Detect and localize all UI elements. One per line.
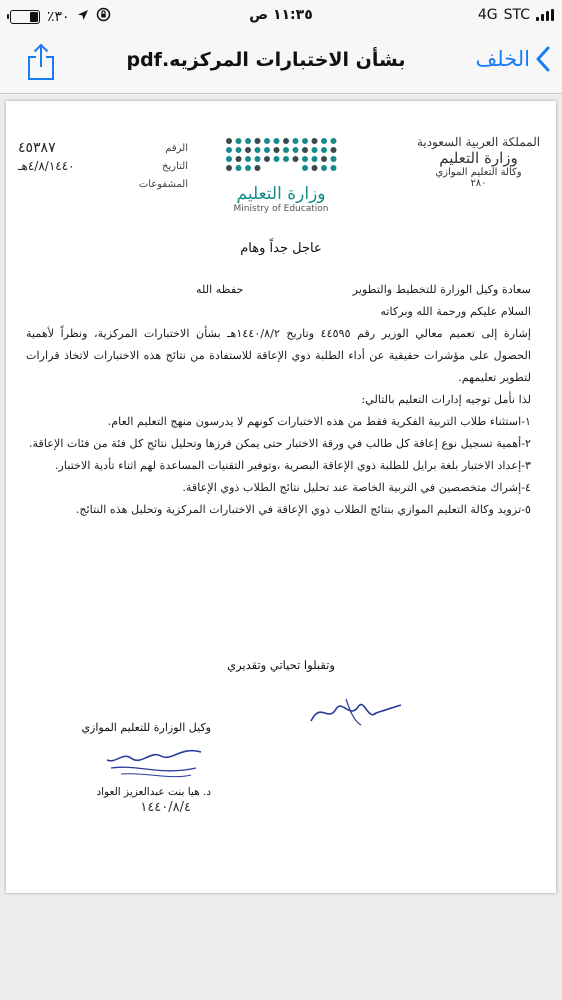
logo-dot <box>274 147 280 153</box>
logo-dot <box>321 156 327 162</box>
ministry-name: وزارة التعليم <box>439 149 518 167</box>
attachments-label: المشفوعات <box>138 178 188 190</box>
logo-dot <box>331 138 337 144</box>
signer-name: د. هيا بنت عبدالعزيز العواد <box>96 786 211 798</box>
urgent-heading: عاجل جداً وهام <box>240 241 322 256</box>
list-item: ٣-إعداد الاختبار بلغة برايل للطلبة ذوي الإعاقة البصرية ،وتوفير التقنيات المساعدة لهم اثناء تأدية الاختبار. <box>54 459 531 472</box>
ministry-logo <box>221 135 341 225</box>
logo-dot <box>302 165 308 171</box>
logo-dot <box>293 147 299 153</box>
letter-body <box>26 279 531 521</box>
kingdom-name: المملكة العربية السعودية <box>416 135 541 149</box>
logo-dot <box>236 147 242 153</box>
chevron-left-icon <box>536 46 550 72</box>
logo-dot <box>264 156 270 162</box>
logo-arabic-text: وزارة التعليم <box>236 184 326 204</box>
logo-dot <box>226 165 232 171</box>
agency-name: وكالة التعليم الموازي <box>435 167 522 178</box>
logo-dot <box>236 138 242 144</box>
logo-dot <box>245 156 251 162</box>
addressee-row <box>26 279 531 301</box>
battery-percent: ٪٣٠ <box>47 8 70 25</box>
pdf-page <box>6 101 556 893</box>
list-item: ١-استثناء طلاب التربية الفكرية فقط من هذه الاختبارات كونهم لا يدرسون منهج التعليم العام. <box>107 415 531 428</box>
directive-intro: لذا نأمل توجيه إدارات التعليم بالتالي: <box>361 393 531 406</box>
logo-dot <box>302 138 308 144</box>
logo-dot <box>264 147 270 153</box>
logo-dot <box>226 147 232 153</box>
logo-dot <box>331 165 337 171</box>
letter-meta <box>18 139 188 193</box>
reference-code: ٢٨٠ <box>470 178 487 189</box>
back-button[interactable] <box>476 46 550 72</box>
list-item: ٥-تزويد وكالة التعليم الموازي بنتائج الطلاب ذوي الإعاقة في الاختبارات المركزية وتحليل هذه النتائج. <box>75 503 531 516</box>
logo-dot <box>274 138 280 144</box>
share-button[interactable] <box>24 42 58 82</box>
logo-dot <box>283 147 289 153</box>
ministry-logo-icon <box>221 135 341 177</box>
logo-dot <box>312 156 318 162</box>
document-title: بشأن الاختبارات المركزيه.pdf <box>126 49 406 71</box>
logo-dot <box>264 138 270 144</box>
date-value: ٤/٨/١٤٤٠هـ <box>18 159 75 173</box>
logo-dot <box>255 138 261 144</box>
status-right <box>478 7 554 23</box>
logo-dot <box>255 165 261 171</box>
logo-dot <box>226 156 232 162</box>
attachments-row <box>18 175 188 193</box>
signal-icon <box>536 9 554 21</box>
logo-dot <box>302 147 308 153</box>
status-bar <box>0 0 562 32</box>
logo-dot <box>331 156 337 162</box>
signature-block <box>31 721 211 815</box>
share-icon <box>24 42 58 82</box>
logo-dot <box>236 156 242 162</box>
logo-dot <box>245 138 251 144</box>
logo-dot <box>245 165 251 171</box>
back-label: الخلف <box>475 47 530 71</box>
initials-signature <box>306 691 406 731</box>
handwritten-date: ١٤٤٠/٨/٤ <box>140 800 191 815</box>
signature <box>101 742 211 782</box>
status-time: ١١:٣٥ ص <box>249 7 313 23</box>
number-value: ٤٥٣٨٧ <box>18 140 56 156</box>
logo-dot <box>321 147 327 153</box>
logo-dot <box>283 138 289 144</box>
logo-dot <box>274 156 280 162</box>
honorific: حفظه الله <box>196 283 244 296</box>
logo-dot <box>312 147 318 153</box>
closing-line: وتقبلوا تحياتي وتقديري <box>227 658 335 672</box>
number-row <box>18 139 188 157</box>
pdf-viewer[interactable] <box>0 95 562 1000</box>
signer-title: وكيل الوزارة للتعليم الموازي <box>81 721 211 734</box>
addressee: سعادة وكيل الوزارة للتخطيط والتطوير <box>352 283 531 296</box>
nav-bar <box>0 32 562 94</box>
logo-dot <box>293 156 299 162</box>
list-item: ٢-أهمية تسجيل نوع إعاقة كل طالب في ورقة الاختبار حتى يمكن فرزها وتحليل نتائج كل فئة من فئات الإعاقة. <box>28 437 531 450</box>
logo-dot <box>321 165 327 171</box>
logo-dot <box>293 138 299 144</box>
logo-dot <box>255 147 261 153</box>
date-row <box>18 157 188 175</box>
logo-dot <box>283 156 289 162</box>
logo-dot <box>236 165 242 171</box>
main-paragraph: إشارة إلى تعميم معالي الوزير رقم ٤٤٥٩٥ وتاريخ ١٤٤٠/٨/٢هـ بشأن الاختبارات المركزية، ونظراً لأهمية الحصول على مؤشرات حقيقية عن أداء الطلبة ذوي الإعاقة للاستفادة من نتائج هذه الاختبارات لاتخاذ قرارات لتطوير تعليمهم. <box>26 327 531 384</box>
logo-dot <box>321 138 327 144</box>
logo-dot <box>255 156 261 162</box>
logo-dot <box>302 156 308 162</box>
network-type: 4G <box>477 7 498 23</box>
date-label: التاريخ <box>162 160 188 172</box>
letterhead-right <box>416 135 541 189</box>
logo-dot <box>245 147 251 153</box>
logo-dot <box>331 147 337 153</box>
number-label: الرقم <box>165 142 188 154</box>
logo-dot <box>226 138 232 144</box>
carrier-name: STC <box>503 7 530 23</box>
greeting: السلام عليكم ورحمة الله وبركاته <box>380 305 531 318</box>
logo-dot <box>312 138 318 144</box>
logo-dot <box>312 165 318 171</box>
list-item: ٤-إشراك متخصصين في التربية الخاصة عند تحليل نتائج الطلاب ذوي الإعاقة. <box>182 481 531 494</box>
logo-english-text: Ministry of Education <box>233 204 329 214</box>
